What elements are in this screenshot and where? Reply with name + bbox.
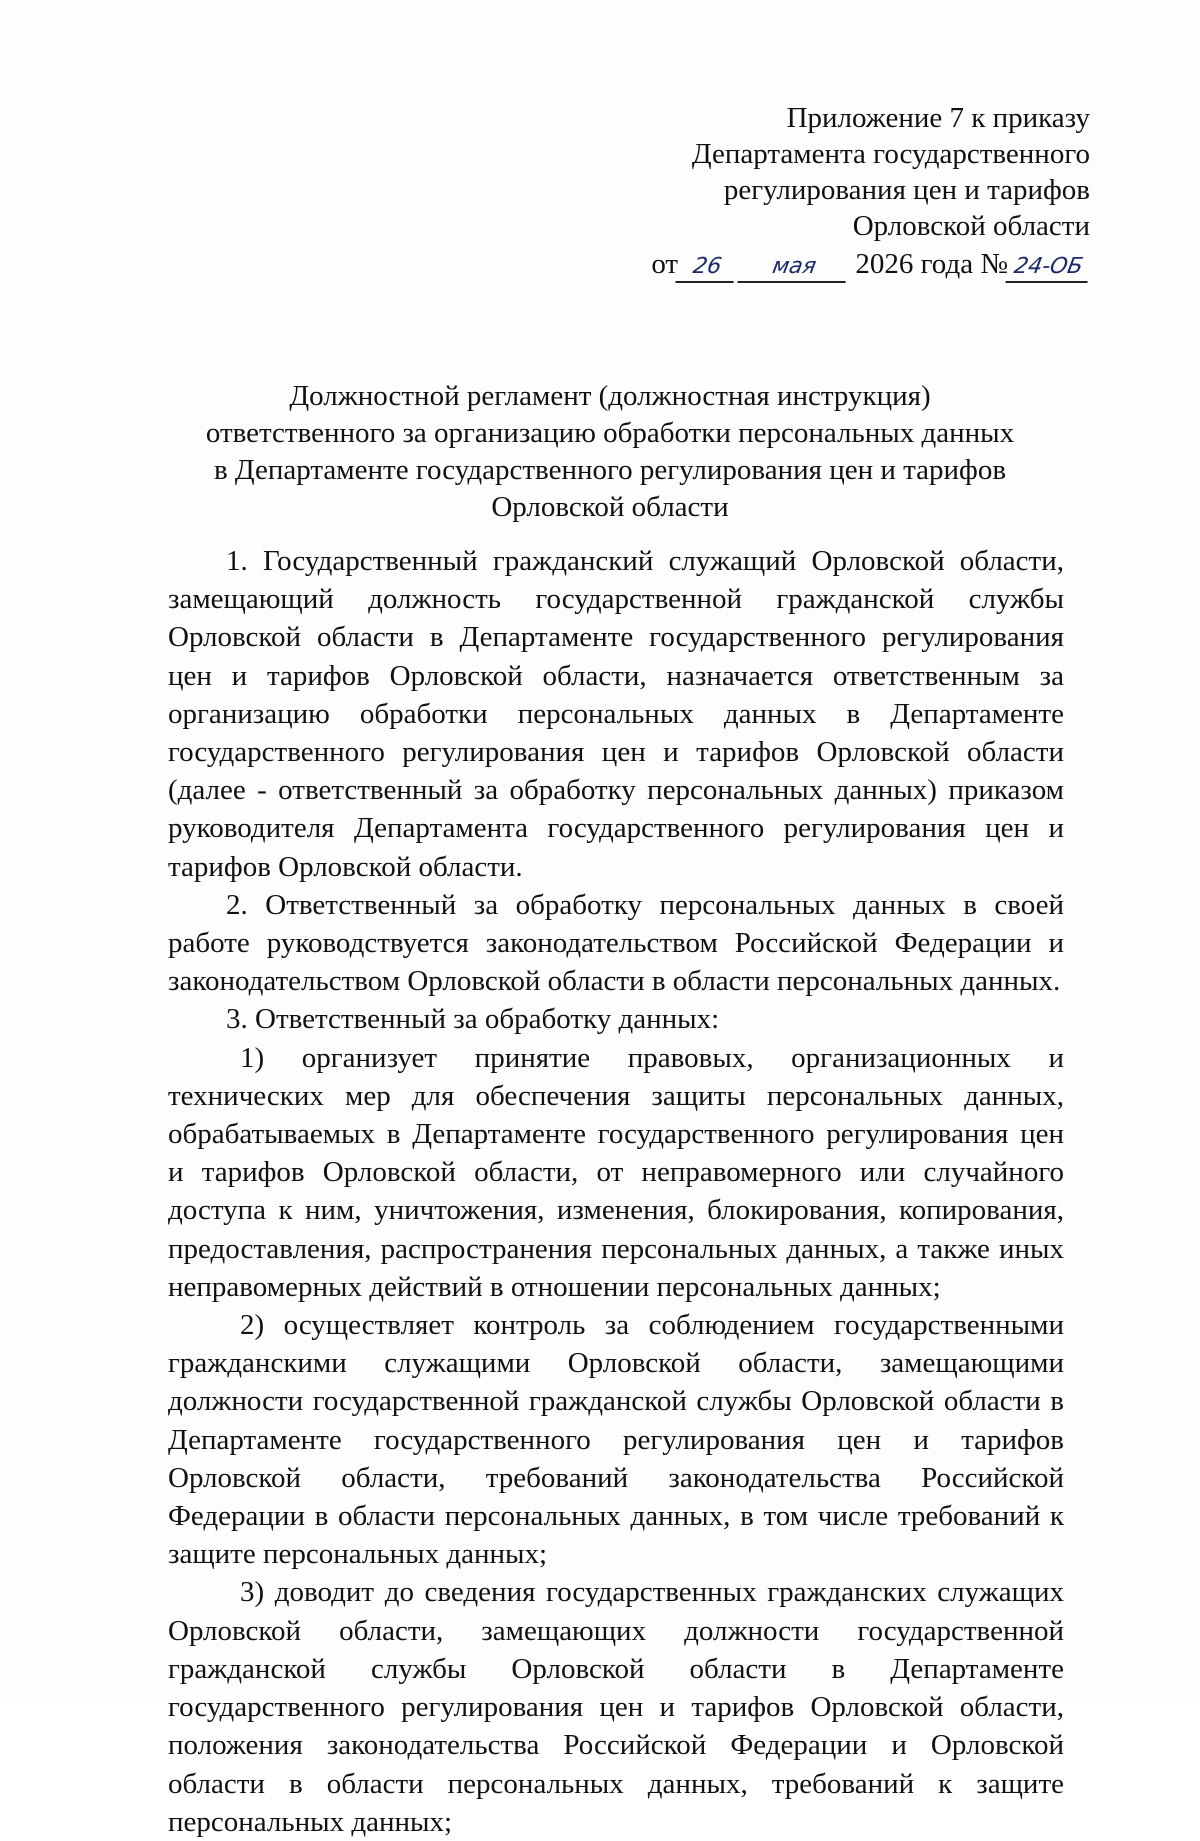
title-line-3: в Департаменте государственного регулирования цен и тарифов bbox=[213, 454, 1007, 486]
handwritten-day: 26 bbox=[675, 253, 738, 283]
date-year-text: 2026 года № bbox=[855, 248, 1008, 280]
title-line-2: ответственного за организацию обработки персональных данных bbox=[205, 417, 1015, 449]
appendix-line-4: Орловской области bbox=[852, 210, 1090, 242]
title-line-4: Орловской области bbox=[491, 491, 729, 523]
paragraph-3: 3. Ответственный за обработку данных: bbox=[226, 1003, 720, 1036]
document-title bbox=[180, 378, 1040, 526]
handwritten-order-number: 24-ОБ bbox=[1005, 253, 1092, 283]
subitem-2: 2) осуществляет контроль за соблюдением государственными гражданскими служащими Орловской области, замещающими должности государственной гражданской службы Орловской области в Департаменте государственного регулирования цен и тарифов Орловской области, требований законодательства Российской Федерации в области персональных данных, в том числе требований к защите персональных данных; bbox=[168, 1309, 1064, 1571]
subitem-1: 1) организует принятие правовых, организационных и технических мер для обеспечения защиты персональных данных, обрабатываемых в Департаменте государственного регулирования цен и тарифов Орловской области, от неправомерного или случайного доступа к ним, уничтожения, изменения, блокирования, копирования, предоставления, распространения персональных данных, а также иных неправомерных действий в отношении персональных данных; bbox=[168, 1041, 1064, 1303]
appendix-header bbox=[610, 100, 1090, 283]
title-line-1: Должностной регламент (должностная инструкция) bbox=[289, 380, 931, 412]
appendix-line-1: Приложение 7 к приказу bbox=[786, 102, 1090, 134]
subitem-3: 3) доводит до сведения государственных гражданских служащих Орловской области, замещающих должности государственной гражданской службы Орловской области в Департаменте государственного регулирования цен и тарифов Орловской области, положения законодательства Российской Федерации и Орловской области в области персональных данных, требований к защите персональных данных; bbox=[168, 1576, 1064, 1838]
paragraph-2: 2. Ответственный за обработку персональных данных в своей работе руководствуется законодательством Российской Федерации и законодательством Орловской области в области персональных данных. bbox=[168, 888, 1064, 998]
handwritten-month: мая bbox=[737, 253, 850, 283]
date-prefix: от bbox=[651, 248, 679, 280]
order-date-line bbox=[610, 246, 1090, 283]
appendix-line-3: регулирования цен и тарифов bbox=[723, 174, 1090, 206]
document-body bbox=[168, 542, 1064, 1841]
appendix-line-2: Департамента государственного bbox=[691, 138, 1090, 170]
paragraph-1: 1. Государственный гражданский служащий Орловской области, замещающий должность государственной гражданской службы Орловской области в Департаменте государственного регулирования цен и тарифов Орловской области, назначается ответственным за организацию обработки персональных данных в Департаменте государственного регулирования цен и тарифов Орловской области (далее - ответственный за обработку персональных данных) приказом руководителя Департамента государственного регулирования цен и тарифов Орловской области. bbox=[168, 545, 1064, 883]
